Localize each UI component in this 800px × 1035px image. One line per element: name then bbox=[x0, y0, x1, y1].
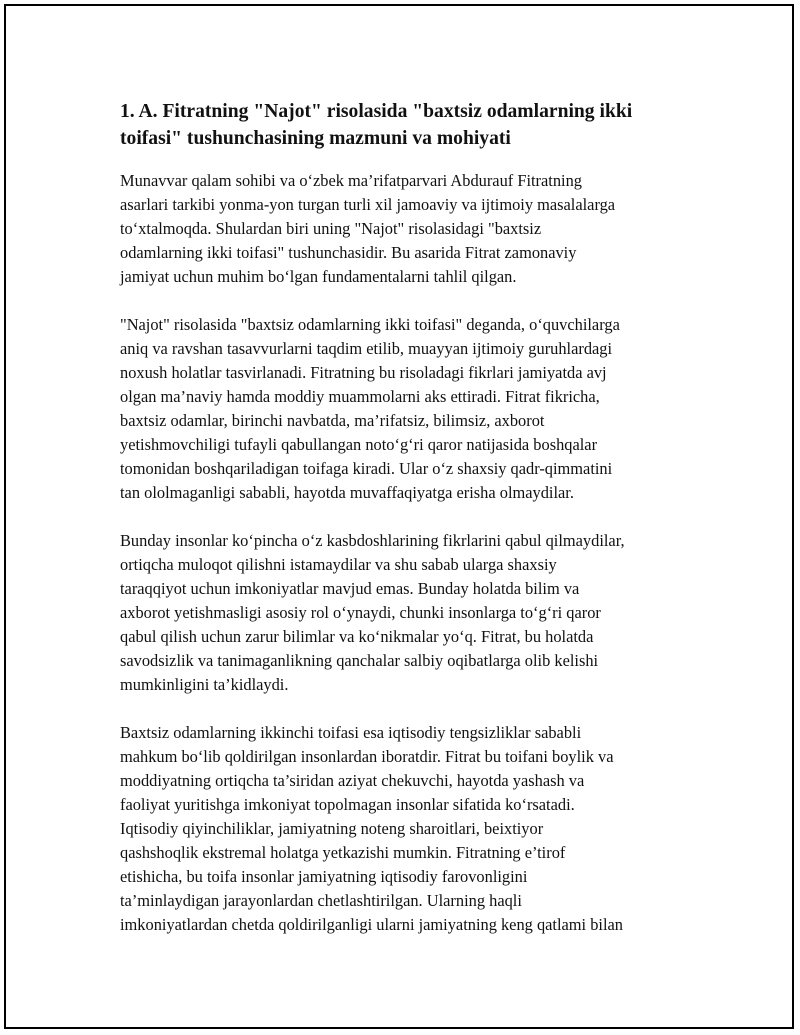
text-line: baxtsiz odamlar, birinchi navbatda, ma’rifatsiz, bilimsiz, axborot bbox=[120, 411, 545, 430]
text-line: qashshoqlik ekstremal holatga yetkazishi mumkin. Fitratning e’tirof bbox=[120, 843, 566, 862]
text-line: Iqtisodiy qiyinchiliklar, jamiyatning noteng sharoitlari, beixtiyor bbox=[120, 819, 544, 838]
title-line: 1. A. Fitratning "Najot" risolasida "baxtsiz odamlarning ikki bbox=[120, 101, 633, 122]
text-line: mahkum bo‘lib qoldirilgan insonlardan iboratdir. Fitrat bu toifani boylik va bbox=[120, 747, 614, 766]
text-line: asarlari tarkibi yonma-yon turgan turli xil jamoaviy va ijtimoiy masalalarga bbox=[120, 195, 616, 214]
text-line: taraqqiyot uchun imkoniyatlar mavjud emas. Bunday holatda bilim va bbox=[120, 579, 580, 598]
text-line: ta’minlaydigan jarayonlardan chetlashtirilgan. Ularning haqli bbox=[120, 891, 522, 910]
document-title bbox=[120, 98, 690, 152]
text-line: imkoniyatlardan chetda qoldirilganligi ularni jamiyatning keng qatlami bilan bbox=[120, 915, 623, 934]
text-line: olgan ma’naviy hamda moddiy muammolarni aks ettiradi. Fitrat fikricha, bbox=[120, 387, 600, 406]
paragraph-3 bbox=[120, 529, 690, 697]
text-line: Bunday insonlar ko‘pincha o‘z kasbdoshlarining fikrlarini qabul qilmaydilar, bbox=[120, 531, 625, 550]
paragraph-4 bbox=[120, 721, 690, 937]
text-line: axborot yetishmasligi asosiy rol o‘ynaydi, chunki insonlarga to‘g‘ri qaror bbox=[120, 603, 601, 622]
text-line: "Najot" risolasida "baxtsiz odamlarning ikki toifasi" deganda, o‘quvchilarga bbox=[120, 315, 620, 334]
text-line: savodsizlik va tanimaganlikning qanchalar salbiy oqibatlarga olib kelishi bbox=[120, 651, 599, 670]
text-line: tomonidan boshqariladigan toifaga kiradi. Ular o‘z shaxsiy qadr-qimmatini bbox=[120, 459, 613, 478]
text-line: tan ololmaganligi sababli, hayotda muvaffaqiyatga erisha olmaydilar. bbox=[120, 483, 574, 502]
text-line: to‘xtalmoqda. Shulardan biri uning "Najot" risolasidagi "baxtsiz bbox=[120, 219, 542, 238]
text-line: jamiyat uchun muhim bo‘lgan fundamentalarni tahlil qilgan. bbox=[120, 267, 517, 286]
paragraph-2 bbox=[120, 313, 690, 505]
text-line: moddiyatning ortiqcha ta’siridan aziyat chekuvchi, hayotda yashash va bbox=[120, 771, 585, 790]
page-frame bbox=[4, 4, 794, 1029]
text-line: yetishmovchiligi tufayli qabullangan noto‘g‘ri qaror natijasida boshqalar bbox=[120, 435, 598, 454]
text-line: etishicha, bu toifa insonlar jamiyatning iqtisodiy farovonligini bbox=[120, 867, 528, 886]
text-line: ortiqcha muloqot qilishni istamaydilar va shu sabab ularga shaxsiy bbox=[120, 555, 557, 574]
text-line: Baxtsiz odamlarning ikkinchi toifasi esa iqtisodiy tengsizliklar sababli bbox=[120, 723, 582, 742]
title-line: toifasi" tushunchasining mazmuni va mohiyati bbox=[120, 128, 511, 149]
text-line: odamlarning ikki toifasi" tushunchasidir. Bu asarida Fitrat zamonaviy bbox=[120, 243, 577, 262]
text-line: Munavvar qalam sohibi va o‘zbek ma’rifatparvari Abdurauf Fitratning bbox=[120, 171, 582, 190]
text-line: mumkinligini ta’kidlaydi. bbox=[120, 675, 289, 694]
text-line: aniq va ravshan tasavvurlarni taqdim etilib, muayyan ijtimoiy guruhlardagi bbox=[120, 339, 613, 358]
text-line: faoliyat yuritishga imkoniyat topolmagan insonlar sifatida ko‘rsatadi. bbox=[120, 795, 575, 814]
paragraph-1 bbox=[120, 169, 690, 289]
text-line: noxush holatlar tasvirlanadi. Fitratning bu risoladagi fikrlari jamiyatda avj bbox=[120, 363, 607, 382]
document-body bbox=[120, 98, 690, 961]
text-line: qabul qilish uchun zarur bilimlar va ko‘nikmalar yo‘q. Fitrat, bu holatda bbox=[120, 627, 594, 646]
